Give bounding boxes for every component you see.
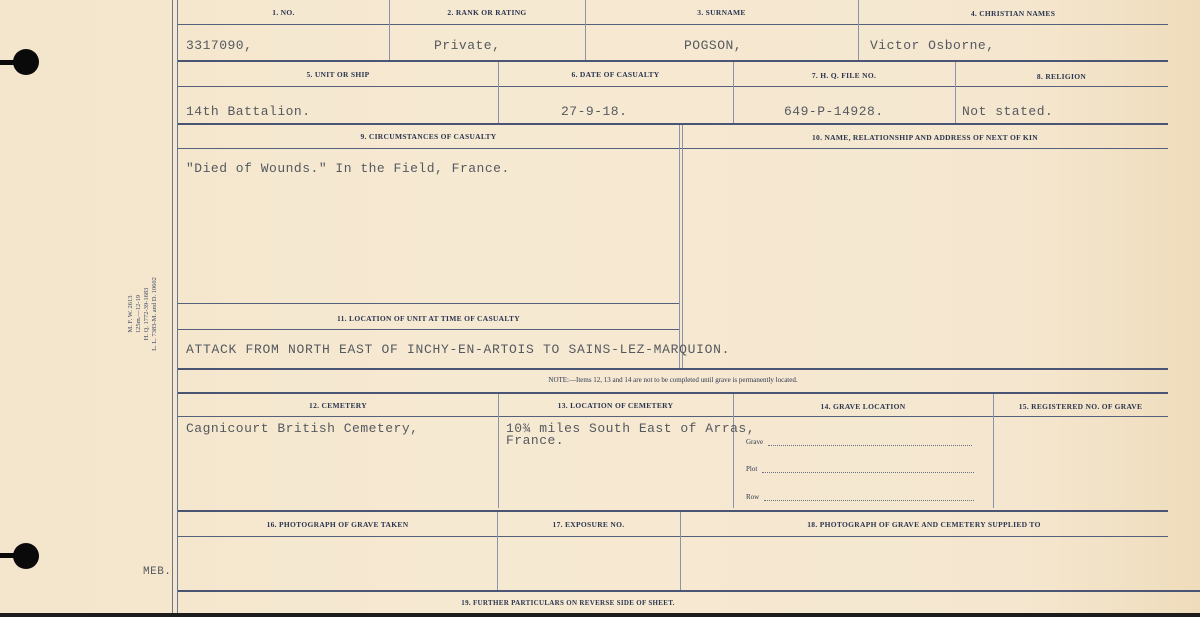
rule [178,60,1168,62]
location-of-cemetery-label: 13. LOCATION OF CEMETERY [557,401,674,410]
surname-label: 3. SURNAME [697,8,746,17]
divider [682,125,683,368]
row-field-line [764,500,974,501]
rule [178,368,1168,370]
photo-taken-label: 16. PHOTOGRAPH OF GRAVE TAKEN [266,520,409,529]
rule [178,24,1168,25]
hq-file-label: 7. H. Q. FILE NO. [811,71,877,80]
date-value: 27-9-18. [561,104,628,119]
photo-supplied-label: 18. PHOTOGRAPH OF GRAVE AND CEMETERY SUPPLIED TO [807,520,1041,529]
rule [178,123,1168,125]
location-of-cemetery-line1: 10¾ miles South East of Arras, [506,421,756,436]
form-code-line: M. F. W. 2613 [127,295,134,333]
rule [178,86,1168,87]
grave-field-line [768,445,972,446]
hq-file-value: 649-P-14928. [784,104,884,119]
christian-names-value: Victor Osborne, [870,38,995,53]
rule [178,416,1168,417]
row-field-label: Row [746,493,760,501]
religion-label: 8. RELIGION [1036,72,1087,81]
note-text: NOTE:—Items 12, 13 and 14 are not to be completed until grave is permanently located. [548,376,798,384]
cemetery-label: 12. CEMETERY [309,401,367,410]
divider [679,125,680,368]
date-label: 6. DATE OF CASUALTY [571,70,660,79]
form-code-line: L. L. 7383-M. and D. 10602 [151,277,158,351]
scan-edge [0,613,1200,617]
plot-field-label: Plot [746,465,758,473]
rank-label: 2. RANK OR RATING [447,8,527,17]
rule [178,303,679,304]
grave-location-label: 14. GRAVE LOCATION [820,402,906,411]
divider [993,394,994,508]
cemetery-value: Cagnicourt British Cemetery, [186,421,419,436]
rule [178,590,1200,592]
christian-names-label: 4. CHRISTIAN NAMES [970,9,1056,18]
circumstances-value: "Died of Wounds." In the Field, France. [186,161,510,176]
registered-no-label: 15. REGISTERED NO. OF GRAVE [1018,402,1143,411]
clerk-initials: MEB. [143,566,172,578]
no-label: 1. NO. [272,8,295,17]
religion-value: Not stated. [962,104,1054,119]
unit-label: 5. UNIT OR SHIP [306,70,370,79]
circumstances-label: 9. CIRCUMSTANCES OF CASUALTY [360,132,497,141]
divider [498,394,499,508]
divider [733,394,734,508]
location-of-unit-value: ATTACK FROM NORTH EAST OF INCHY-EN-ARTOIS TO SAINS-LEZ-MARQUION. [186,342,731,357]
rule [178,510,1168,512]
location-of-cemetery-line2: France. [506,433,565,448]
next-of-kin-label: 10. NAME, RELATIONSHIP AND ADDRESS OF NEXT OF KIN [812,133,1038,142]
unit-value: 14th Battalion. [186,104,311,119]
rule [178,536,1168,537]
surname-value: POGSON, [684,38,743,53]
rank-value: Private, [434,38,501,53]
grave-field-label: Grave [746,438,764,446]
no-value: 3317090, [186,38,253,53]
further-particulars-label: 19. FURTHER PARTICULARS ON REVERSE SIDE OF SHEET. [461,599,675,607]
form-code [113,268,173,351]
binder-hole-top [13,49,39,75]
rule [178,329,679,330]
plot-field-line [762,472,974,473]
form-code-line: 125m.—12-19 [135,294,142,334]
binder-hole-bottom [13,543,39,569]
exposure-no-label: 17. EXPOSURE NO. [552,520,625,529]
rule [178,148,1168,149]
rule [178,392,1168,394]
form-code-line: H. Q. 1772-39-1683 [143,287,150,341]
location-of-unit-label: 11. LOCATION OF UNIT AT TIME OF CASUALTY [336,314,520,323]
